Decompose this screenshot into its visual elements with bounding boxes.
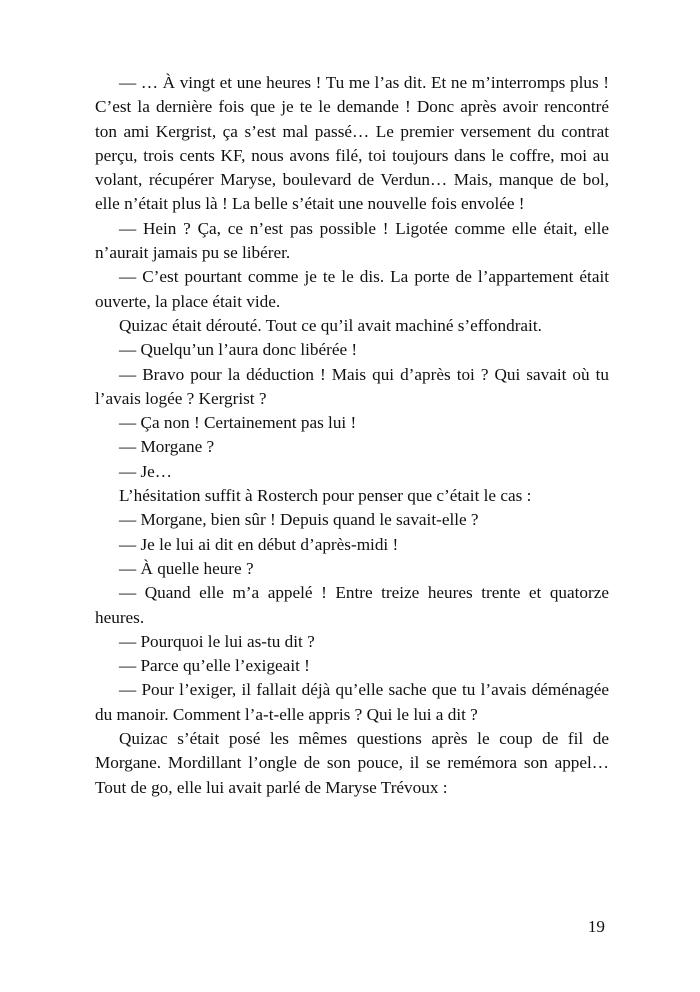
paragraph: — Je le lui ai dit en début d’après-midi ! — [119, 534, 399, 554]
paragraph: — Morgane, bien sûr ! Depuis quand le savait-elle ? — [119, 510, 479, 530]
paragraph: — … À vingt et une heures ! Tu me l’as dit. Et ne m’interromps plus ! C’est la dernière fois que je te le demande ! Donc après avoir rencontré ton ami Kergrist, ça s’est mal passé… Le premier versement du contrat perçu, trois cents KF, nous avons filé, toi toujours dans le coffre, moi au volant, récupérer Maryse, boulevard de Verdun… Mais, manque de bol, elle n’était plus là ! La belle s’était une nouvelle fois envolée ! — [95, 73, 609, 214]
paragraph: — À quelle heure ? — [119, 558, 254, 578]
page-body-text — [95, 71, 609, 800]
paragraph: — C’est pourtant comme je te le dis. La porte de l’appartement était ouverte, la place était vide. — [95, 267, 609, 311]
paragraph: — Parce qu’elle l’exigeait ! — [119, 656, 310, 676]
paragraph: — Morgane ? — [119, 437, 215, 457]
paragraph: — Pourquoi le lui as-tu dit ? — [119, 631, 315, 651]
paragraph: — Pour l’exiger, il fallait déjà qu’elle sache que tu l’avais déménagée du manoir. Comment l’a-t-elle appris ? Qui le lui a dit ? — [95, 680, 609, 724]
paragraph: — Hein ? Ça, ce n’est pas possible ! Ligotée comme elle était, elle n’aurait jamais pu se libérer. — [95, 218, 609, 263]
paragraph: — Quand elle m’a appelé ! Entre treize heures trente et quatorze heures. — [95, 583, 609, 627]
paragraph: — Bravo pour la déduction ! Mais qui d’après toi ? Qui savait où tu l’avais logée ? Kergrist ? — [95, 364, 609, 408]
paragraph: L’hésitation suffit à Rosterch pour penser que c’était le cas : — [119, 486, 532, 506]
page-number: 19 — [587, 917, 605, 936]
paragraph: Quizac était dérouté. Tout ce qu’il avait machiné s’effondrait. — [119, 315, 542, 335]
paragraph: Quizac s’était posé les mêmes questions après le coup de fil de Morgane. Mordillant l’ongle de son pouce, il se remémora son appel… Tout de go, elle lui avait parlé de Maryse Trévoux : — [95, 729, 609, 797]
paragraph: — Je… — [119, 461, 172, 481]
paragraph: — Quelqu’un l’aura donc libérée ! — [119, 340, 358, 360]
paragraph: — Ça non ! Certainement pas lui ! — [119, 413, 357, 433]
